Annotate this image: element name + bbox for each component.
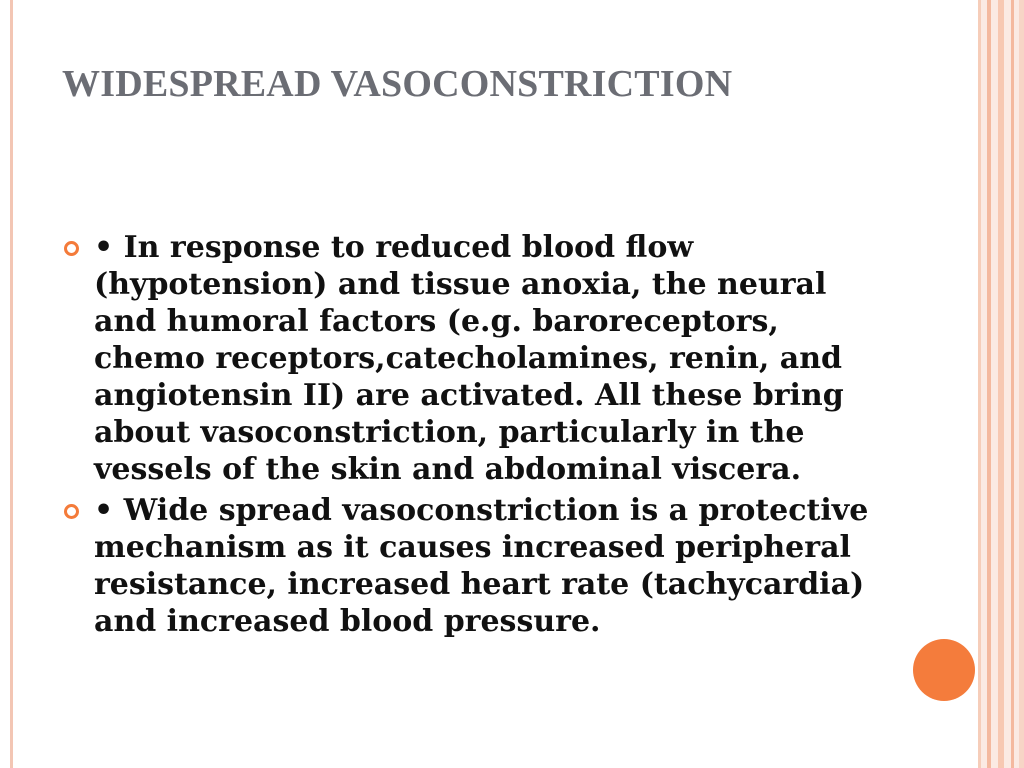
right-decorative-stripes bbox=[978, 0, 1024, 768]
dot-marker: • bbox=[94, 493, 114, 528]
stripe bbox=[1011, 0, 1014, 768]
left-border-line bbox=[10, 0, 13, 768]
bullet-text bbox=[94, 229, 882, 488]
circle-bullet-icon bbox=[64, 504, 79, 519]
stripe bbox=[978, 0, 981, 768]
slide-title: WIDESPREAD VASOCONSTRICTION bbox=[62, 63, 733, 105]
dot-marker: • bbox=[94, 230, 114, 265]
bullet-body: In response to reduced blood flow (hypotension) and tissue anoxia, the neural and humoral factors (e.g. baroreceptors, chemo receptors,catecholamines, renin, and angiotensin II) are activated. All these bring about vasoconstriction, particularly in the vessels of the skin and abdominal viscera. bbox=[94, 230, 844, 487]
bullet-text bbox=[94, 492, 882, 640]
stripe bbox=[1019, 0, 1024, 768]
bullet-item bbox=[62, 229, 882, 488]
stripe bbox=[987, 0, 991, 768]
stripe bbox=[998, 0, 1004, 768]
bullet-body: Wide spread vasoconstriction is a protective mechanism as it causes increased peripheral resistance, increased heart rate (tachycardia) and increased blood pressure. bbox=[94, 493, 869, 639]
bullet-list bbox=[62, 229, 882, 644]
bullet-item bbox=[62, 492, 882, 640]
orange-circle-decoration bbox=[913, 639, 975, 701]
circle-bullet-icon bbox=[64, 241, 79, 256]
